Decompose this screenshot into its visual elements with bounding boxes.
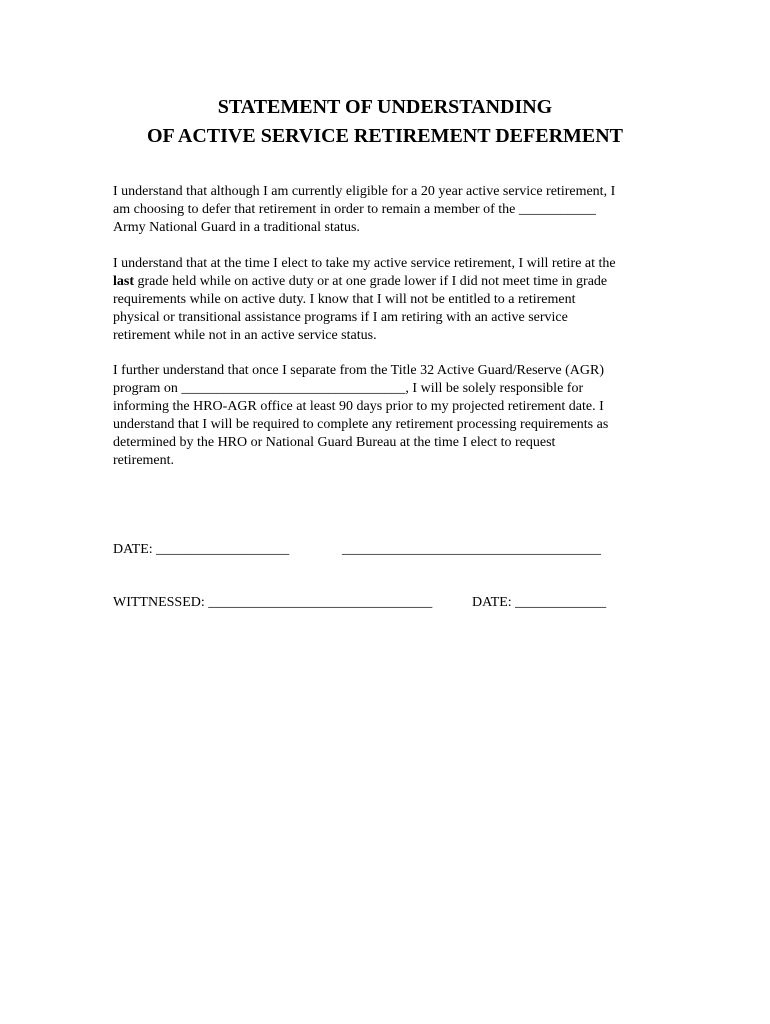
paragraph-line: understand that I will be required to complete any retirement processing requirements as [113,417,609,432]
paragraph-line: I understand that although I am currently eligible for a 20 year active service retirement, I [113,184,616,199]
title-line-1: STATEMENT OF UNDERSTANDING [217,96,553,118]
paragraph-line: informing the HRO-AGR office at least 90 days prior to my projected retirement date. I [113,399,604,414]
paragraph-line: requirements while on active duty. I know that I will not be entitled to a retirement [113,292,576,307]
paragraph-line: retirement while not in an active service status. [113,328,377,343]
paragraph-line: Army National Guard in a traditional status. [113,220,360,235]
paragraph-eligibility [113,183,673,237]
signature-row [113,541,601,559]
signature-field[interactable]: _____________________________________ [342,542,601,557]
date-field[interactable]: DATE: ___________________ [113,542,290,557]
paragraph-line [113,273,673,291]
paragraph-line: program on ________________________________, I will be solely responsible for [113,381,584,396]
paragraph-line: I understand that at the time I elect to take my active service retirement, I will retire at the [113,256,616,271]
witness-row [113,594,607,612]
paragraph-separation [113,362,673,470]
document-title [0,93,770,151]
paragraph-line: am choosing to defer that retirement in order to remain a member of the ___________ [113,202,596,217]
paragraph-line: physical or transitional assistance programs if I am retiring with an active service [113,310,568,325]
title-line-2: OF ACTIVE SERVICE RETIREMENT DEFERMENT [146,125,624,147]
paragraph-retirement-grade [113,255,673,345]
witness-date-field[interactable]: DATE: _____________ [472,595,607,610]
paragraph-line: I further understand that once I separate from the Title 32 Active Guard/Reserve (AGR) [113,363,605,378]
paragraph-line: retirement. [113,453,175,468]
witness-field[interactable]: WITTNESSED: ________________________________ [113,595,433,610]
bold-word-last: last [113,274,134,289]
paragraph-line-rest: grade held while on active duty or at one grade lower if I did not meet time in grade [134,274,608,289]
paragraph-line: determined by the HRO or National Guard Bureau at the time I elect to request [113,435,556,450]
